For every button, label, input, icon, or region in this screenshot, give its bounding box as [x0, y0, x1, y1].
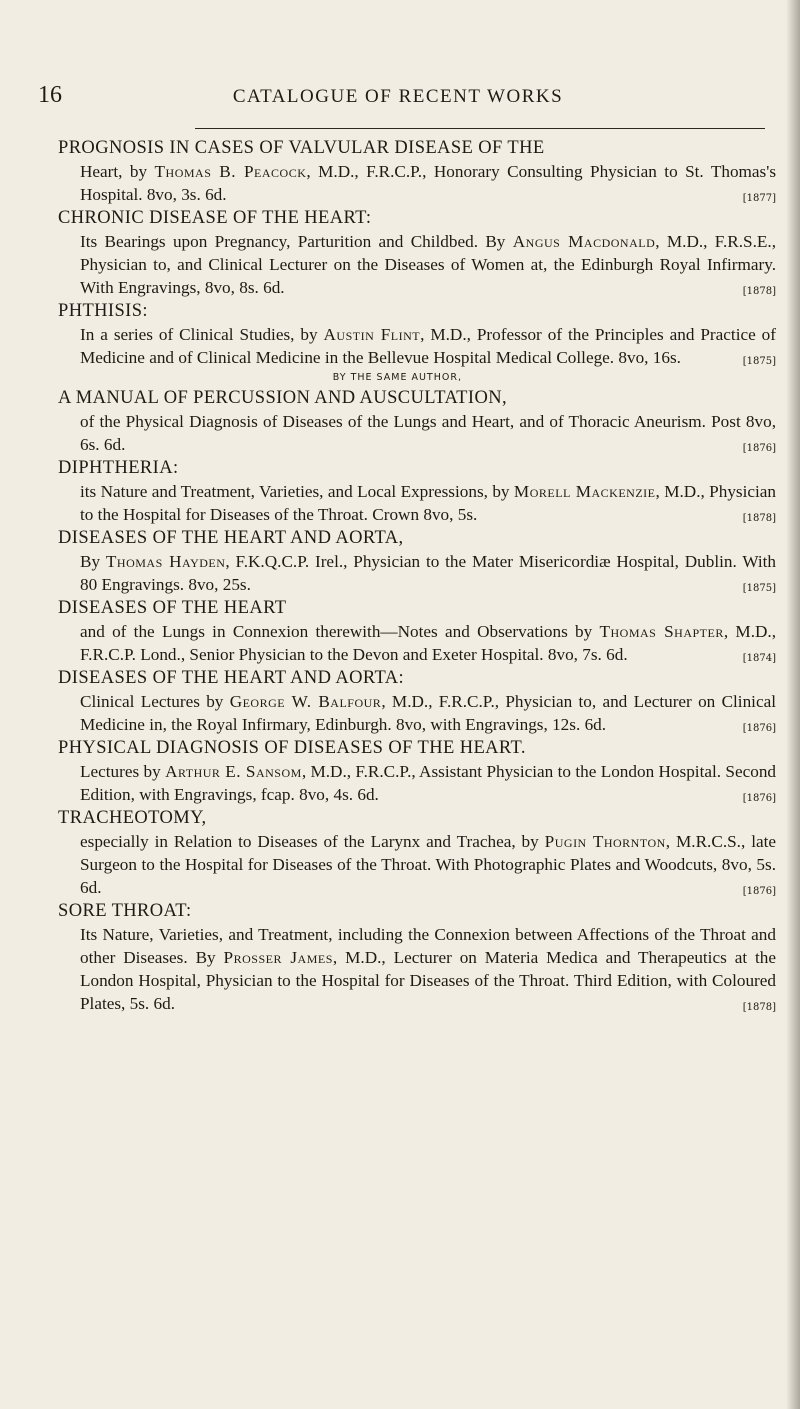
entry-details: , M.D., Lecturer on Materia Medica and Therapeutics at the London Hospital, Physician to the Hospital for Diseases of the Throat. Third Edition, with Coloured Plates, 5s. 6d. [80, 948, 776, 1013]
entry-description [58, 160, 776, 206]
catalogue-entry [58, 806, 776, 899]
entry-details: , M.R.C.S., late Surgeon to the Hospital for Diseases of the Throat. With Photographic Plates and Woodcuts, 8vo, 5s. 6d. [80, 832, 777, 897]
entry-title: DISEASES OF THE HEART AND AORTA: [58, 668, 405, 688]
entry-text: Lectures by [80, 762, 166, 781]
entry-text: Its Bearings upon Pregnancy, Parturition and Childbed. By [80, 232, 513, 251]
entry-description [58, 830, 776, 899]
publication-year: [1876] [742, 443, 776, 454]
publication-year: [1878] [742, 513, 776, 524]
entry-author: Thomas Shapter [599, 622, 724, 641]
publication-year: [1877] [742, 193, 776, 204]
publication-year: [1876] [742, 886, 776, 897]
entry-description [58, 550, 776, 596]
entry-description [58, 923, 776, 1015]
catalogue-entry [58, 136, 776, 206]
entry-author: Thomas B. Peacock [154, 162, 307, 181]
entry-description [58, 410, 776, 456]
running-title: CATALOGUE OF RECENT WORKS [232, 86, 564, 107]
page-header [38, 82, 758, 112]
entry-title: CHRONIC DISEASE OF THE HEART: [58, 208, 372, 228]
entry-author: Thomas Hayden [105, 552, 226, 571]
entry-description [58, 323, 776, 369]
entry-text: Clinical Lectures by [80, 692, 230, 711]
publication-year: [1875] [742, 583, 776, 594]
entry-description [58, 690, 776, 736]
page-edge-shadow [786, 0, 800, 1409]
entry-title: DISEASES OF THE HEART AND AORTA, [58, 528, 404, 548]
entry-title: DISEASES OF THE HEART [58, 598, 287, 618]
entry-author: Austin Flint [323, 325, 421, 344]
header-rule [195, 128, 765, 129]
entry-details: , M.D., F.R.C.P., Honorary Consulting Physician to St. Thomas's Hospital. 8vo, 3s. 6d. [80, 162, 777, 204]
catalogue-entry [58, 526, 776, 596]
entry-text: of the Physical Diagnosis of Diseases of the Lungs and Heart, and of Thoracic Aneurism. Post 8vo, 6s. 6d. [80, 412, 776, 454]
catalogue-entry [58, 370, 776, 456]
entry-text: Heart, by [80, 162, 155, 181]
entry-description [58, 620, 776, 666]
entry-text: its Nature and Treatment, Varieties, and Local Expressions, by [80, 482, 514, 501]
publication-year: [1878] [742, 286, 776, 297]
catalogue-entry [58, 666, 776, 736]
entry-author: Morell Mackenzie [513, 482, 656, 501]
publication-year: [1878] [742, 1002, 776, 1013]
catalogue-entry [58, 736, 776, 806]
entry-title: DIPHTHERIA: [58, 458, 179, 478]
entry-author: George W. Balfour [229, 692, 382, 711]
entry-title: PHYSICAL DIAGNOSIS OF DISEASES OF THE HEART. [58, 738, 526, 758]
entry-details: , M.D., F.R.C.P., Physician to, and Lecturer on Clinical Medicine in, the Royal Infirmary, Edinburgh. 8vo, with Engravings, 12s. 6d. [80, 692, 776, 734]
entry-title: A MANUAL OF PERCUSSION AND AUSCULTATION, [58, 388, 507, 408]
entry-author: Angus Macdonald [512, 232, 656, 251]
catalogue-entry [58, 596, 776, 666]
catalogue-entry [58, 299, 776, 369]
entry-description [58, 230, 776, 299]
entry-details: , M.D., F.R.C.P. Lond., Senior Physician to the Devon and Exeter Hospital. 8vo, 7s. 6d. [80, 622, 776, 664]
entry-details: , F.K.Q.C.P. Irel., Physician to the Mater Misericordiæ Hospital, Dublin. With 80 Engravings. 8vo, 25s. [80, 552, 776, 594]
entry-details: , M.D., F.R.C.P., Assistant Physician to the London Hospital. Second Edition, with Engravings, fcap. 8vo, 4s. 6d. [80, 762, 777, 804]
publication-year: [1876] [742, 723, 776, 734]
entry-title: TRACHEOTOMY, [58, 808, 207, 828]
entry-author: Pugin Thornton [544, 832, 666, 851]
catalogue-entry [58, 456, 776, 526]
entry-description [58, 480, 776, 526]
entry-text: In a series of Clinical Studies, by [80, 325, 324, 344]
entry-details: , M.D., Professor of the Principles and Practice of Medicine and of Clinical Medicine in the Bellevue Hospital Medical College. 8vo, 16s. [80, 325, 776, 367]
entry-text: Its Nature, Varieties, and Treatment, including the Connexion between Affections of the Throat and other Diseases. By [80, 925, 776, 967]
entry-author: Arthur E. Sansom [165, 762, 302, 781]
entry-title: SORE THROAT: [58, 901, 192, 921]
publication-year: [1875] [742, 356, 776, 367]
entry-text: especially in Relation to Diseases of the Larynx and Trachea, by [80, 832, 545, 851]
entry-details: , M.D., F.R.S.E., Physician to, and Clinical Lecturer on the Diseases of Women at, the Edinburgh Royal Infirmary. With Engravings, 8vo, 8s. 6d. [80, 232, 776, 297]
entry-text: By [80, 552, 106, 571]
catalogue-entry [58, 899, 776, 1015]
catalogue-entry [58, 206, 776, 299]
publication-year: [1874] [742, 653, 776, 664]
by-same-author-note: BY THE SAME AUTHOR, [332, 372, 462, 383]
entry-text: and of the Lungs in Connexion therewith—Notes and Observations by [80, 622, 600, 641]
publication-year: [1876] [742, 793, 776, 804]
entry-title: PROGNOSIS IN CASES OF VALVULAR DISEASE OF THE [58, 138, 545, 158]
catalogue-entries [58, 136, 776, 1019]
page-number: 16 [38, 82, 62, 108]
entry-author: Prosser James [223, 948, 333, 967]
entry-details: , M.D., Physician to the Hospital for Diseases of the Throat. Crown 8vo, 5s. [80, 482, 777, 524]
entry-title: PHTHISIS: [58, 301, 148, 321]
entry-description [58, 760, 776, 806]
